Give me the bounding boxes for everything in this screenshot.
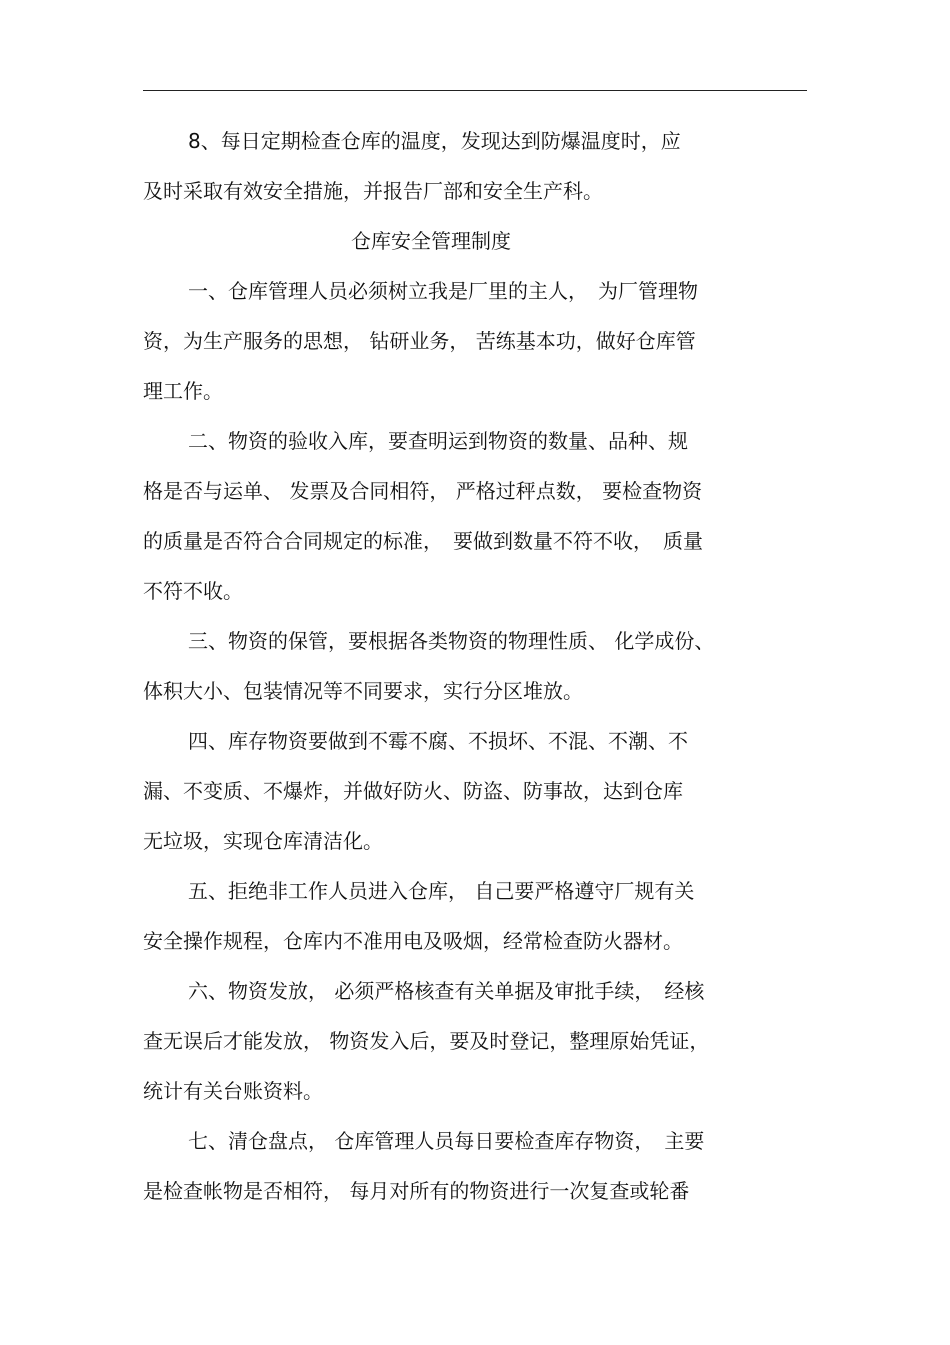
paragraph-line: 六、物资发放， 必须严格核查有关单据及审批手续， 经核 <box>188 979 705 1003</box>
paragraph-line: 四、库存物资要做到不霉不腐、不损坏、不混、不潮、不 <box>188 729 688 753</box>
paragraph-line: 七、清仓盘点， 仓库管理人员每日要检查库存物资， 主要 <box>188 1129 705 1153</box>
section-7 <box>143 1116 743 1216</box>
paragraph-line: 资，为生产服务的思想， 钻研业务， 苦练基本功，做好仓库管 <box>143 329 696 353</box>
paragraph-line: 统计有关台账资料。 <box>143 1079 323 1103</box>
section-5 <box>143 866 743 966</box>
paragraph-line: 三、物资的保管，要根据各类物资的物理性质、 化学成份、 <box>188 629 715 653</box>
section-3 <box>143 616 743 716</box>
section-4 <box>143 716 743 866</box>
section-6 <box>143 966 743 1116</box>
section-2 <box>143 416 743 616</box>
paragraph-line: 漏、不变质、不爆炸，并做好防火、防盗、防事故，达到仓库 <box>143 779 683 803</box>
paragraph-line: 五、拒绝非工作人员进入仓库， 自己要严格遵守厂规有关 <box>188 879 695 903</box>
paragraph-line: 体积大小、包装情况等不同要求，实行分区堆放。 <box>143 679 583 703</box>
paragraph-8 <box>143 116 743 216</box>
paragraph-line: 不符不收。 <box>143 579 243 603</box>
document-body <box>143 116 743 1216</box>
paragraph-line: 安全操作规程，仓库内不准用电及吸烟，经常检查防火器材。 <box>143 929 683 953</box>
paragraph-line: 一、仓库管理人员必须树立我是厂里的主人， 为厂管理物 <box>188 279 698 303</box>
paragraph-line: 格是否与运单、 发票及合同相符， 严格过秤点数， 要检查物资 <box>143 479 703 503</box>
paragraph-line: 的质量是否符合合同规定的标准， 要做到数量不符不收， 质量 <box>143 529 703 553</box>
paragraph-line: 及时采取有效安全措施，并报告厂部和安全生产科。 <box>143 179 603 203</box>
paragraph-line: 是检查帐物是否相符， 每月对所有的物资进行一次复查或轮番 <box>143 1179 690 1203</box>
paragraph-line: 8、每日定期检查仓库的温度，发现达到防爆温度时，应 <box>188 129 681 153</box>
paragraph-line: 理工作。 <box>143 379 223 403</box>
section-1 <box>143 266 743 416</box>
paragraph-line: 查无误后才能发放， 物资发入后，要及时登记，整理原始凭证， <box>143 1029 710 1053</box>
paragraph-line: 无垃圾，实现仓库清洁化。 <box>143 829 383 853</box>
paragraph-line: 二、物资的验收入库，要查明运到物资的数量、品种、规 <box>188 429 688 453</box>
document-title: 仓库安全管理制度 <box>351 229 511 253</box>
header-rule <box>143 90 807 91</box>
